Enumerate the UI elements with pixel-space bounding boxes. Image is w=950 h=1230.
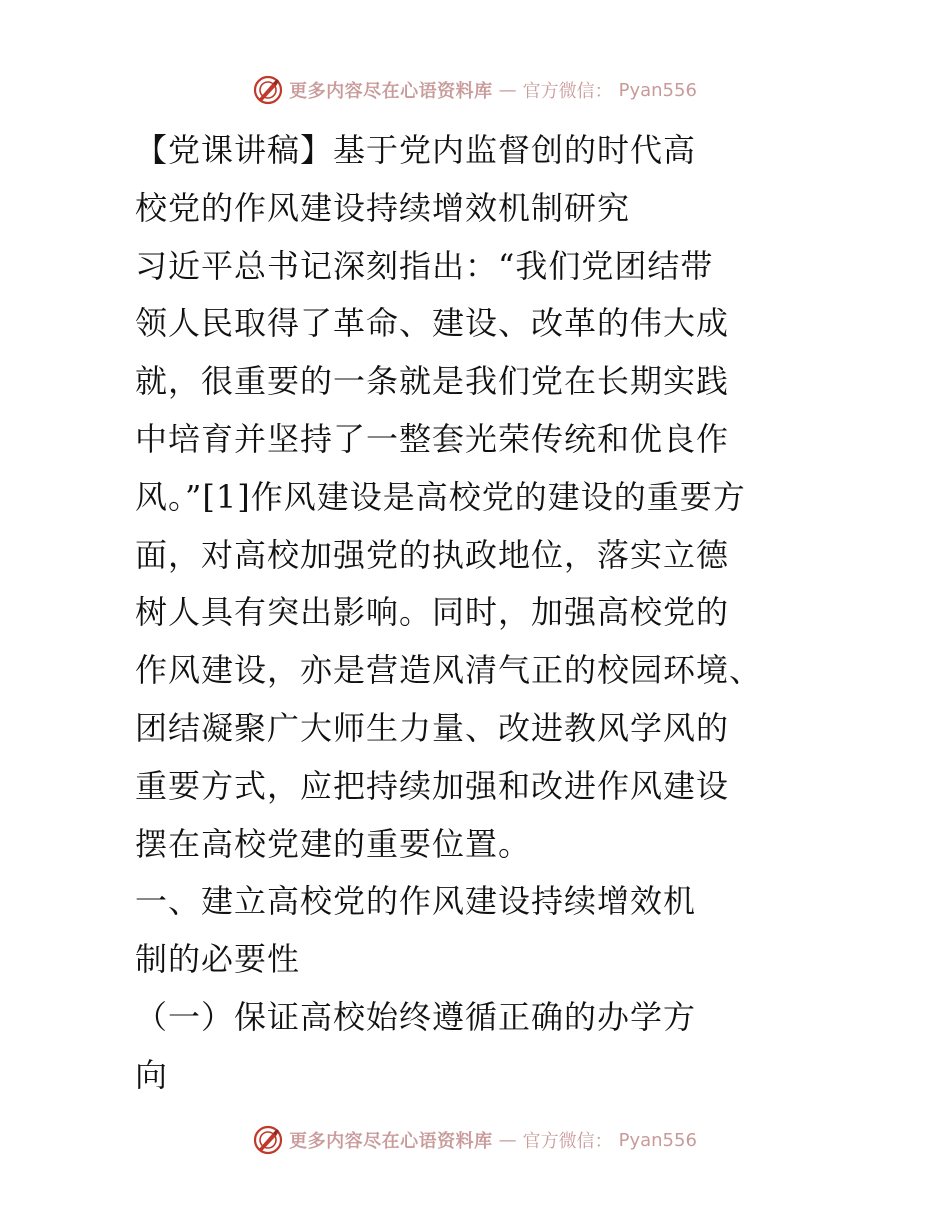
- document-body: [135, 122, 815, 1105]
- doc-title-line-1: 【党课讲稿】基于党内监督创的时代高: [135, 131, 697, 169]
- banner-separator: —: [498, 1129, 517, 1151]
- doc-paragraph-line: 就，很重要的一条就是我们党在长期实践: [135, 362, 730, 401]
- doc-paragraph-line: 摆在高校党建的重要位置。: [135, 824, 532, 863]
- banner-separator: —: [498, 79, 517, 101]
- banner-wechat-id: Pyan556: [618, 1129, 697, 1151]
- doc-paragraph-line: 领人民取得了革命、建设、改革的伟大成: [135, 304, 730, 343]
- section-heading-line-2: 制的必要性: [135, 940, 301, 979]
- pen-logo-icon: [253, 1125, 283, 1155]
- doc-paragraph-line: 作风建设，亦是营造风清气正的校园环境、: [135, 651, 763, 690]
- subsection-heading-line-1: （一）保证高校始终遵循正确的办学方: [135, 997, 697, 1036]
- section-heading-line-1: 一、建立高校党的作风建设持续增效机: [135, 882, 697, 921]
- doc-paragraph-line: 习近平总书记深刻指出：“我们党团结带: [135, 246, 714, 285]
- doc-paragraph-line: 中培育并坚持了一整套光荣传统和优良作: [135, 419, 730, 458]
- banner-wechat-id: Pyan556: [618, 79, 697, 101]
- banner-wechat-label: 官方微信：: [522, 1131, 613, 1152]
- banner-slogan: 更多内容尽在心语资料库: [289, 81, 493, 102]
- header-watermark-banner: [0, 72, 950, 108]
- doc-paragraph-line: 风。”[1]作风建设是高校党的建设的重要方: [135, 477, 746, 516]
- doc-title-line-2: 校党的作风建设持续增效机制研究: [135, 188, 631, 227]
- doc-paragraph-line: 团结凝聚广大师生力量、改进教风学风的: [135, 708, 730, 747]
- banner-slogan: 更多内容尽在心语资料库: [289, 1131, 493, 1152]
- doc-paragraph-line: 树人具有突出影响。同时，加强高校党的: [135, 593, 730, 632]
- pen-logo-icon: [253, 75, 283, 105]
- doc-paragraph-line: 重要方式，应把持续加强和改进作风建设: [135, 766, 730, 805]
- subsection-heading-line-2: 向: [135, 1055, 169, 1094]
- footer-watermark-banner: [0, 1122, 950, 1158]
- doc-paragraph-line: 面，对高校加强党的执政地位，落实立德: [135, 535, 730, 574]
- banner-wechat-label: 官方微信：: [522, 81, 613, 102]
